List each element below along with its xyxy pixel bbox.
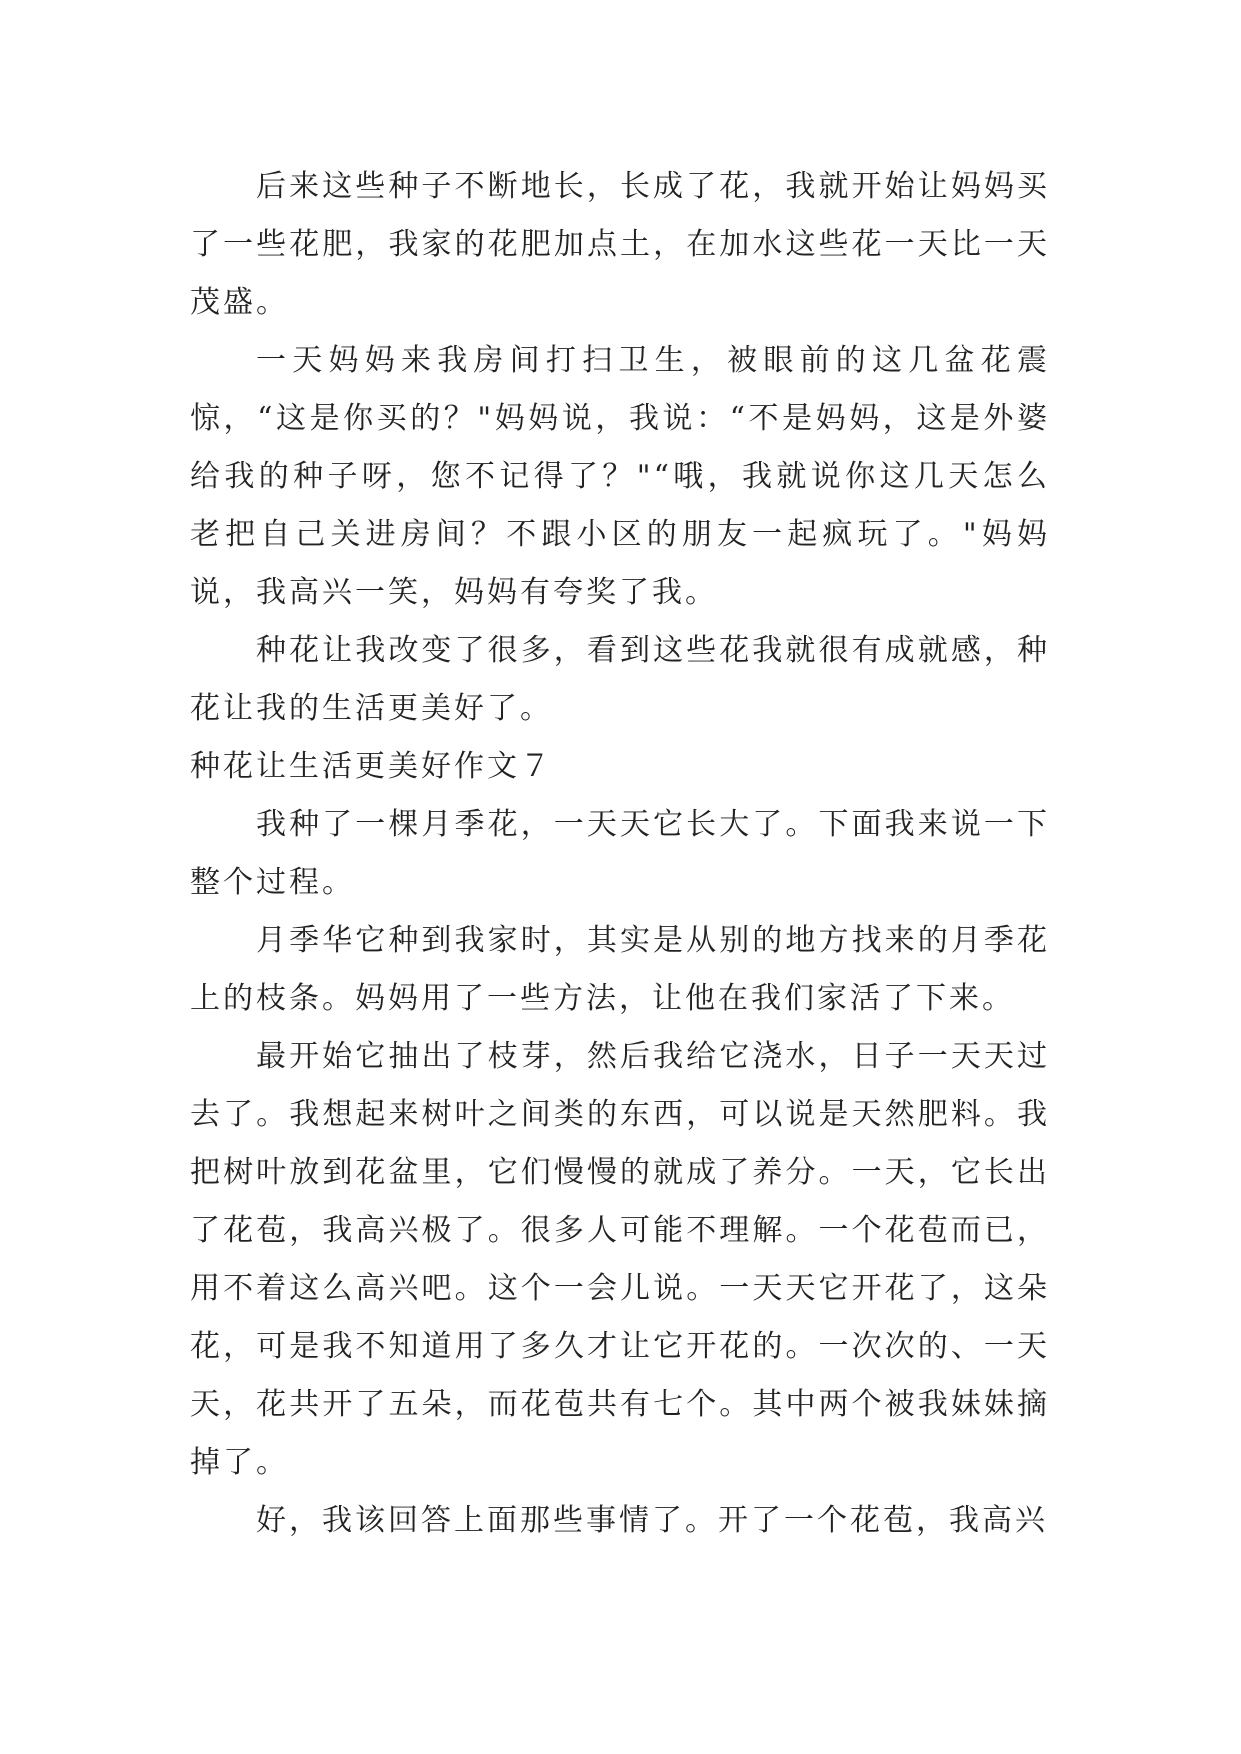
section-title: 种花让生活更美好作文７	[190, 749, 553, 784]
paragraph-5: 月季华它种到我家时，其实是从别的地方找来的月季花上的枝条。妈妈用了一些方法，让他在我们家活了下来。	[190, 923, 1050, 1016]
paragraph-3: 种花让我改变了很多，看到这些花我就很有成就感，种花让我的生活更美好了。	[190, 633, 1050, 726]
paragraph-1: 后来这些种子不断地长，长成了花，我就开始让妈妈买了一些花肥，我家的花肥加点土，在加水这些花一天比一天茂盛。	[190, 169, 1050, 320]
paragraph-2: 一天妈妈来我房间打扫卫生，被眼前的这几盆花震惊，“这是你买的？"妈妈说，我说：“不是妈妈，这是外婆给我的种子呀，您不记得了？"“哦，我就说你这几天怎么老把自己关进房间？不跟小区的朋友一起疯玩了。"妈妈说，我高兴一笑，妈妈有夸奖了我。	[190, 343, 1050, 610]
paragraph-4: 我种了一棵月季花，一天天它长大了。下面我来说一下整个过程。	[190, 807, 1050, 900]
paragraph-7: 好，我该回答上面那些事情了。开了一个花苞，我高兴	[256, 1503, 1048, 1538]
paragraph-6: 最开始它抽出了枝芽，然后我给它浇水，日子一天天过去了。我想起来树叶之间类的东西，可以说是天然肥料。我把树叶放到花盆里，它们慢慢的就成了养分。一天，它长出了花苞，我高兴极了。很多人可能不理解。一个花苞而已，用不着这么高兴吧。这个一会儿说。一天天它开花了，这朵花，可是我不知道用了多久才让它开花的。一次次的、一天天，花共开了五朵，而花苞共有七个。其中两个被我妹妹摘掉了。	[190, 1039, 1050, 1480]
document-body	[190, 158, 1050, 1550]
